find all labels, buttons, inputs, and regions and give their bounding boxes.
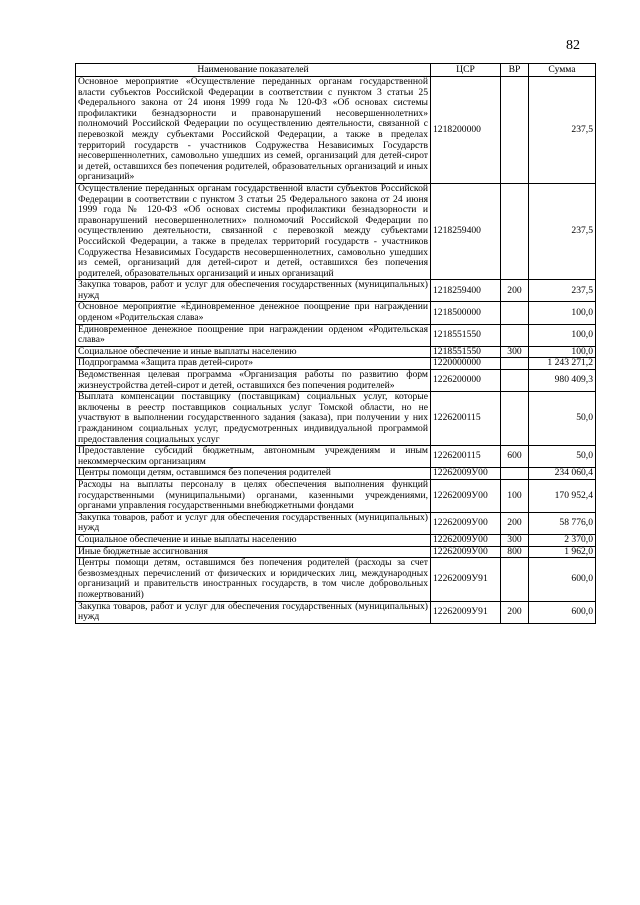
table-row	[76, 601, 596, 623]
row-sum: 1 962,0	[529, 546, 596, 558]
table-row	[76, 479, 596, 512]
row-vr	[501, 392, 529, 446]
row-csr: 1218259400	[431, 183, 501, 279]
row-name: Социальное обеспечение и иные выплаты населению	[76, 534, 431, 546]
row-vr	[501, 468, 529, 480]
row-name: Расходы на выплаты персоналу в целях обеспечения выполнения функций государственными (муниципальными) органами, казенными учреждениями, органами управления государственными внебюджетными фондами	[76, 479, 431, 512]
row-name: Основное мероприятие «Осуществление переданных органам государственной власти субъектов Российской Федерации в соответствии с пунктом 3 статьи 25 Федерального закона от 24 июня 1999 года № 120-ФЗ «Об основах системы профилактики безнадзорности и правонарушений несовершеннолетних» полномочий Российской Федерации по осуществлению деятельности, связанной с перевозкой между субъектами Российской Федерации, а также в пределах территорий государств - участников Содружества Независимых Государств несовершеннолетних, самовольно ушедших из семей, организаций для детей-сирот и детей, оставшихся без попечения родителей, образовательных организаций и иных организаций»	[76, 77, 431, 184]
row-vr	[501, 558, 529, 601]
row-sum: 170 952,4	[529, 479, 596, 512]
row-csr: 12262009У00	[431, 468, 501, 480]
row-sum: 237,5	[529, 183, 596, 279]
header-sum: Сумма	[529, 64, 596, 77]
table-row	[76, 558, 596, 601]
row-csr: 1218259400	[431, 280, 501, 302]
row-csr: 12262009У91	[431, 558, 501, 601]
row-vr	[501, 358, 529, 370]
row-vr: 300	[501, 346, 529, 358]
table-row	[76, 512, 596, 534]
row-sum: 50,0	[529, 446, 596, 468]
row-vr	[501, 77, 529, 184]
row-sum: 50,0	[529, 392, 596, 446]
table-row	[76, 346, 596, 358]
row-vr	[501, 370, 529, 392]
row-vr	[501, 183, 529, 279]
table-row	[76, 392, 596, 446]
header-vr: ВР	[501, 64, 529, 77]
row-vr: 300	[501, 534, 529, 546]
row-name: Центры помощи детям, оставшимся без попечения родителей	[76, 468, 431, 480]
row-vr: 600	[501, 446, 529, 468]
row-sum: 58 776,0	[529, 512, 596, 534]
header-csr: ЦСР	[431, 64, 501, 77]
row-sum: 600,0	[529, 601, 596, 623]
row-vr	[501, 302, 529, 324]
row-csr: 1218551550	[431, 324, 501, 346]
row-vr: 200	[501, 512, 529, 534]
table-row	[76, 302, 596, 324]
table-row	[76, 324, 596, 346]
table-row	[76, 446, 596, 468]
table-row	[76, 370, 596, 392]
row-sum: 980 409,3	[529, 370, 596, 392]
table-row	[76, 468, 596, 480]
row-sum: 100,0	[529, 346, 596, 358]
row-sum: 1 243 271,2	[529, 358, 596, 370]
row-sum: 100,0	[529, 302, 596, 324]
row-name: Осуществление переданных органам государственной власти субъектов Российской Федерации в соответствии с пунктом 3 статьи 25 Федерального закона от 24 июня 1999 года № 120-ФЗ «Об основах системы профилактики безнадзорности и правонарушений несовершеннолетних» полномочий Российской Федерации по осуществлению деятельности, связанной с перевозкой между субъектами Российской Федерации, а также в пределах территорий государств - участников Содружества Независимых Государств несовершеннолетних, самовольно ушедших из семей, организаций для детей-сирот и детей, оставшихся без попечения родителей, образовательных организаций и иных организаций	[76, 183, 431, 279]
row-sum: 237,5	[529, 280, 596, 302]
row-csr: 1218500000	[431, 302, 501, 324]
row-vr: 200	[501, 601, 529, 623]
row-name: Предоставление субсидий бюджетным, автономным учреждениям и иным некоммерческим организациям	[76, 446, 431, 468]
row-name: Закупка товаров, работ и услуг для обеспечения государственных (муниципальных) нужд	[76, 512, 431, 534]
row-vr	[501, 324, 529, 346]
table-row	[76, 280, 596, 302]
row-sum: 237,5	[529, 77, 596, 184]
row-csr: 12262009У00	[431, 512, 501, 534]
row-name: Подпрограмма «Защита прав детей-сирот»	[76, 358, 431, 370]
row-csr: 12262009У00	[431, 479, 501, 512]
budget-table	[75, 63, 596, 624]
row-name: Закупка товаров, работ и услуг для обеспечения государственных (муниципальных) нужд	[76, 601, 431, 623]
row-csr: 1220000000	[431, 358, 501, 370]
row-vr: 200	[501, 280, 529, 302]
row-csr: 1218200000	[431, 77, 501, 184]
row-vr: 800	[501, 546, 529, 558]
row-name: Социальное обеспечение и иные выплаты населению	[76, 346, 431, 358]
header-name: Наименование показателей	[76, 64, 431, 77]
row-name: Основное мероприятие «Единовременное денежное поощрение при награждении орденом «Родительская слава»	[76, 302, 431, 324]
table-row	[76, 77, 596, 184]
row-csr: 12262009У00	[431, 534, 501, 546]
row-sum: 234 060,4	[529, 468, 596, 480]
row-name: Ведомственная целевая программа «Организация работы по развитию форм жизнеустройства детей-сирот и детей, оставшихся без попечения родителей»	[76, 370, 431, 392]
row-name: Закупка товаров, работ и услуг для обеспечения государственных (муниципальных) нужд	[76, 280, 431, 302]
row-csr: 1226200000	[431, 370, 501, 392]
table-row	[76, 534, 596, 546]
row-csr: 1226200115	[431, 392, 501, 446]
page-number: 82	[566, 38, 580, 53]
row-name: Выплата компенсации поставщику (поставщикам) социальных услуг, которые включены в реестр поставщиков социальных услуг Томской области, но не участвуют в выполнении государственного задания (заказа), при получении у них гражданином социальных услуг, предусмотренных индивидуальной программой предоставления социальных услуг	[76, 392, 431, 446]
row-name: Центры помощи детям, оставшимся без попечения родителей (расходы за счет безвозмездных перечислений от физических и юридических лиц, международных организаций и правительств иностранных государств, в том числе добровольных пожертвований)	[76, 558, 431, 601]
table-row	[76, 358, 596, 370]
row-csr: 1218551550	[431, 346, 501, 358]
row-csr: 12262009У00	[431, 546, 501, 558]
row-csr: 1226200115	[431, 446, 501, 468]
row-sum: 100,0	[529, 324, 596, 346]
table-row	[76, 183, 596, 279]
row-sum: 2 370,0	[529, 534, 596, 546]
table-header-row	[76, 64, 596, 77]
table-row	[76, 546, 596, 558]
row-sum: 600,0	[529, 558, 596, 601]
row-name: Иные бюджетные ассигнования	[76, 546, 431, 558]
row-vr: 100	[501, 479, 529, 512]
row-csr: 12262009У91	[431, 601, 501, 623]
row-name: Единовременное денежное поощрение при награждении орденом «Родительская слава»	[76, 324, 431, 346]
